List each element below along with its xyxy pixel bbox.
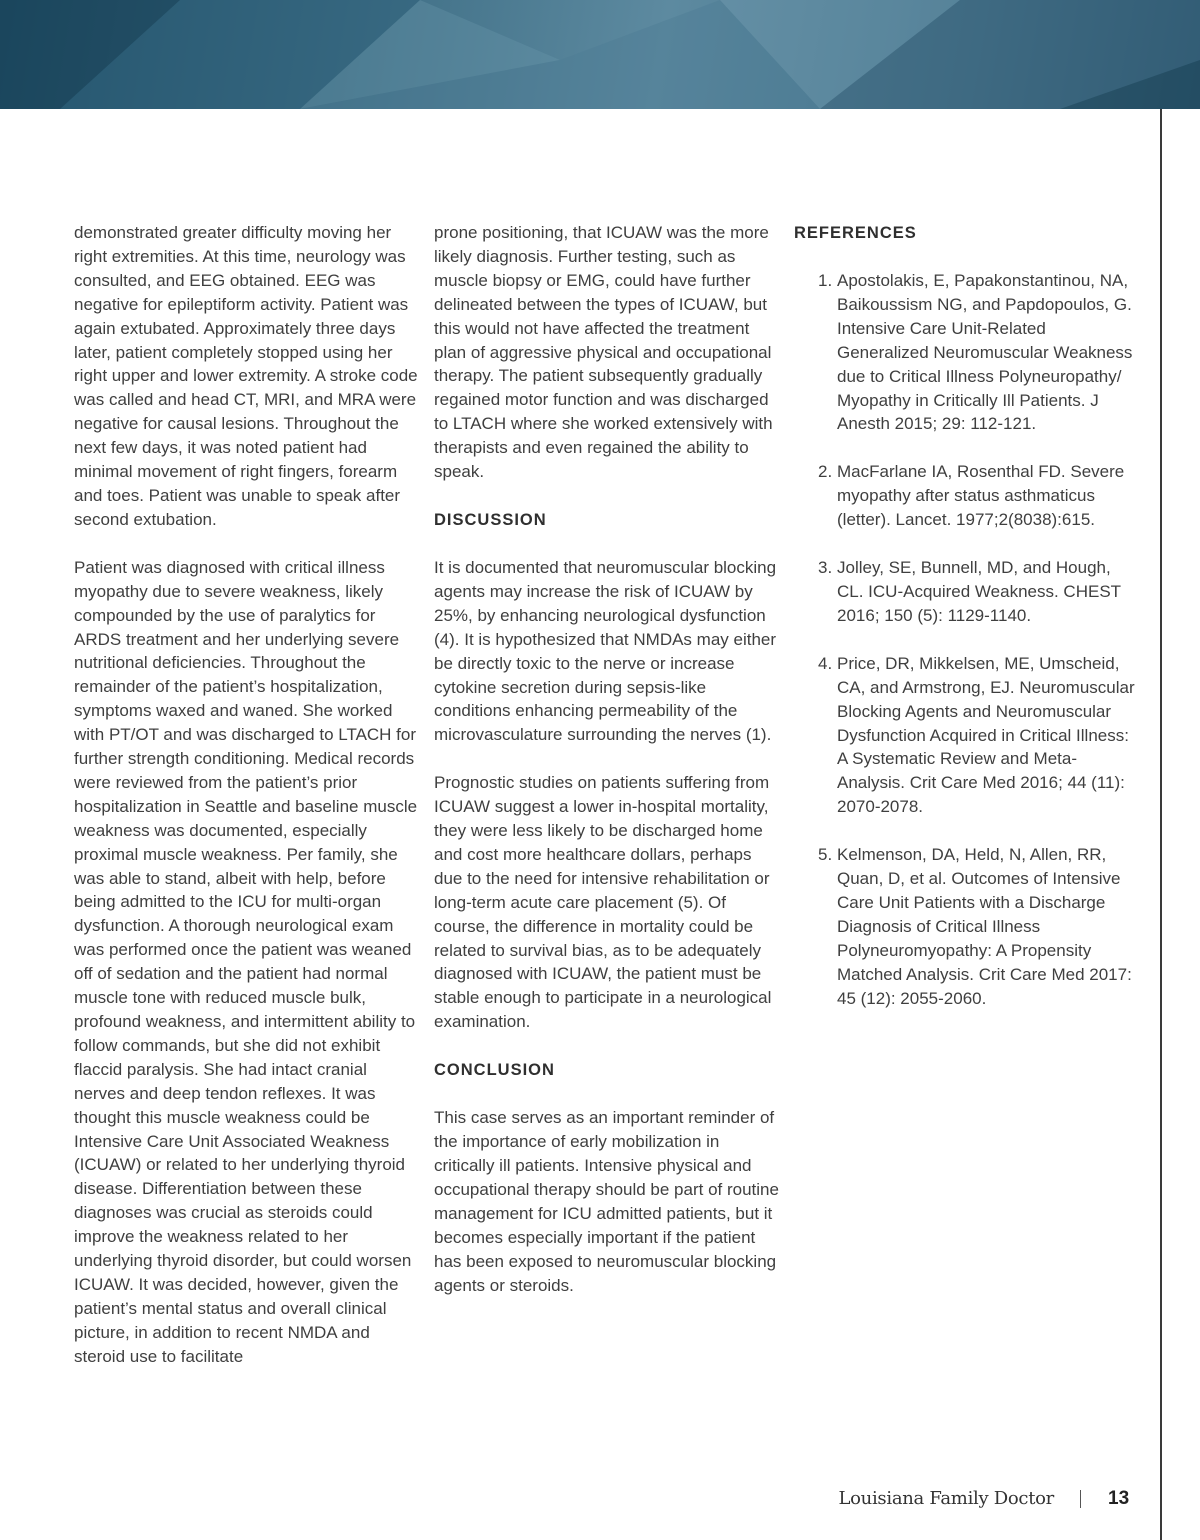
reference-item (794, 460, 1139, 532)
right-margin-rule (1160, 109, 1162, 1540)
section-heading-conclusion: CONCLUSION (434, 1061, 555, 1080)
body-paragraph: prone positioning, that ICUAW was the more likely diagnosis. Further testing, such as muscle biopsy or EMG, could have further delineated between the types of ICUAW, but this would not have affected the treatment plan of aggressive physical and occupational therapy. The patient subsequently gradually regained motor function and was discharged to LTACH where she worked extensively with therapists and even regained the ability to speak. (434, 223, 773, 482)
reference-number: 5. (818, 845, 833, 865)
banner-geometric-pattern (0, 0, 1200, 109)
reference-number: 2. (818, 462, 833, 482)
reference-number: 4. (818, 653, 833, 673)
body-paragraph: It is documented that neuromuscular blocking agents may increase the risk of ICUAW by 25%, by enhancing neurological dysfunction (4). It is hypothesized that NMDAs may either be directly toxic to the nerve or increase cytokine secretion during sepsis-like conditions enhancing permeability of the microvasculature surrounding the nerves (1). (434, 557, 777, 745)
reference-number: 1. (818, 271, 833, 290)
footer-divider (1080, 1490, 1081, 1508)
reference-text: Price, DR, Mikkelsen, ME, Umscheid, CA, and Armstrong, EJ. Neuromuscular Blocking Agents and Neuromuscular Dysfunction Acquired in Critical Illness: A Systematic Review and Meta-Analysis. Crit Care Med 2016; 44 (11): 2070-2078. (837, 653, 1135, 817)
page-footer (0, 1486, 1200, 1512)
reference-text: MacFarlane IA, Rosenthal FD. Severe myopathy after status asthmaticus (letter). Lancet. 1977;2(8038):615. (837, 462, 1125, 530)
reference-text: Kelmenson, DA, Held, N, Allen, RR, Quan, D, et al. Outcomes of Intensive Care Unit Patients with a Discharge Diagnosis of Critical Illness Polyneuromyopathy: A Propensity Matched Analysis. Crit Care Med 2017: 45 (12): 2055-2060. (837, 845, 1132, 1008)
body-paragraph: This case serves as an important reminder of the importance of early mobilization in critically ill patients. Intensive physical and occupational therapy should be part of routine management for ICU admitted patients, but it becomes especially important if the patient has been exposed to neuromuscular blocking agents or steroids. (434, 1108, 779, 1295)
reference-list (794, 269, 1139, 1010)
reference-item (794, 269, 1139, 436)
body-paragraph: Patient was diagnosed with critical illness myopathy due to severe weakness, likely compounded by the use of paralytics for ARDS treatment and her underlying severe nutritional deficiencies. Throughout the remainder of the patient’s hospitalization, symptoms waxed and waned. She worked with PT/OT and was discharged to LTACH for further strength conditioning. Medical records were reviewed from the patient’s prior hospitalization in Seattle and baseline muscle weakness was documented, especially proximal muscle weakness. Per family, she was able to stand, albeit with help, before being admitted to the ICU for multi-organ dysfunction. A thorough neurological exam was performed once the patient was weaned off of sedation and the patient had normal muscle tone with reduced muscle bulk, profound weakness, and intermittent ability to follow commands, but she did not exhibit flaccid paralysis. She had intact cranial nerves and deep tendon reflexes. It was thought this muscle weakness could be Intensive Care Unit Associated Weakness (ICUAW) or related to her underlying thyroid disease. Differentiation between these diagnoses was crucial as steroids could improve the weakness related to her underlying thyroid disorder, but could worsen ICUAW. It was decided, however, given the patient’s mental status and overall clinical picture, in addition to recent NMDA and steroid use to facilitate (74, 557, 418, 1366)
column-one (74, 221, 419, 1369)
body-paragraph: Prognostic studies on patients suffering from ICUAW suggest a lower in-hospital mortality, they were less likely to be discharged home and cost more healthcare dollars, perhaps due to the need for intensive rehabilitation or long-term acute care placement (5). Of course, the difference in mortality could be related to survival bias, as to be adequately diagnosed with ICUAW, the patient must be stable enough to participate in a neurological examination. (434, 773, 772, 1032)
magazine-name: Louisiana Family Doctor (838, 1488, 1054, 1509)
header-banner (0, 0, 1200, 109)
body-paragraph: demonstrated greater difficulty moving her right extremities. At this time, neurology was consulted, and EEG obtained. EEG was negative for epileptiform activity. Patient was again extubated. Approximately three days later, patient completely stopped using her right upper and lower extremity. A stroke code was called and head CT, MRI, and MRA were negative for causal lesions. Throughout the next few days, it was noted patient had minimal movement of right fingers, forearm and toes. Patient was unable to speak after second extubation. (74, 223, 418, 529)
reference-item (794, 556, 1139, 628)
column-two (434, 221, 779, 1297)
reference-item (794, 652, 1139, 819)
reference-text: Jolley, SE, Bunnell, MD, and Hough, CL. ICU-Acquired Weakness. CHEST 2016; 150 (5): 1129-1140. (837, 558, 1121, 625)
page-number: 13 (1108, 1488, 1130, 1509)
reference-item (794, 843, 1139, 1010)
column-three (794, 221, 1139, 1034)
section-heading-discussion: DISCUSSION (434, 510, 547, 529)
reference-number: 3. (818, 558, 833, 578)
section-heading-references: REFERENCES (794, 224, 917, 242)
reference-text: Apostolakis, E, Papakonstantinou, NA, Baikoussism NG, and Papdopoulos, G. Intensive Care Unit-Related Generalized Neuromuscular Weakness due to Critical Illness Polyneuropathy/ Myopathy in Critically Ill Patients. J Anesth 2015; 29: 112-121. (837, 271, 1133, 434)
